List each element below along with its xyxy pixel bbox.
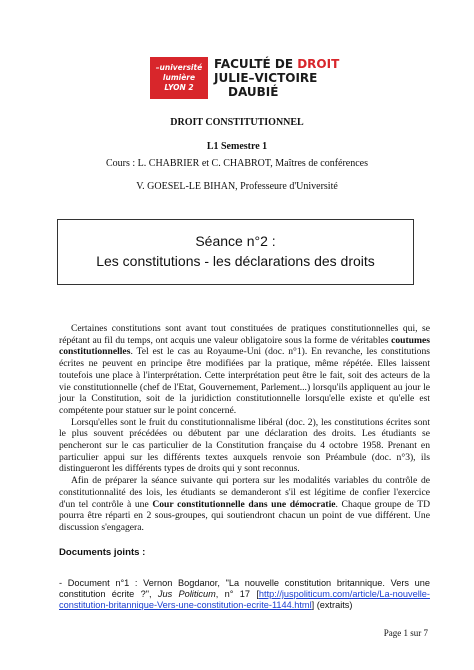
course-title: DROIT CONSTITUTIONNEL: [170, 117, 304, 128]
professor: V. GOESEL-LE BIHAN, Professeure d'Université: [136, 181, 338, 192]
paragraph-1: [59, 323, 430, 417]
documents-heading: Documents joints :: [59, 547, 146, 558]
seance-subject: Les constitutions - les déclarations des droits: [96, 253, 375, 269]
lecturers: Cours : L. CHABRIER et C. CHABROT, Maîtres de conférences: [106, 158, 368, 169]
seance-number: Séance n°2 :: [195, 233, 276, 249]
faculty-name-line1: FACULTÉ DE: [214, 57, 298, 71]
paragraph-text: Afin de préparer la séance suivante qui portera sur les modalités variables du contrôle de constitutionnalité des lois, les étudiants se demanderont s'il est légitime de confier l'exercice d'un tel contrôle à une: [59, 475, 430, 510]
badge-line: LYON 2: [164, 83, 194, 92]
faculty-name-line2: JULIE–VICTOIRE: [214, 71, 318, 85]
faculty-name-line3: DAUBIÉ: [228, 85, 279, 99]
document-item-1: [59, 578, 430, 611]
emphasis-cour: Cour constitutionnelle dans une démocratie: [152, 498, 336, 510]
paragraph-text: . Chaque groupe de TD pourra être réparti en 2 sous-groupes, qui soutiendront chacun un point de vue différent. Une discussion s'engagera.: [59, 498, 431, 533]
document-text: ] (extraits): [311, 600, 353, 610]
paragraph-2: Lorsqu'elles sont le fruit du constitutionnalisme libéral (doc. 2), les constitutions écrites sont le plus souvent précédées ou débutent par une déclaration des droits. Les étudiants se pencheront sur le cas particulier de la Constitution française du 4 octobre 1958. Prenant en particulier appui sur les différents textes auxquels renvoie son Préambule (doc. n°3), ils distingueront les différents types de droits qui y sont reconnus.: [59, 416, 430, 475]
introduction-text: [59, 323, 430, 534]
faculty-name-droit: DROIT: [297, 57, 340, 71]
faculty-name: [214, 57, 340, 99]
semester: L1 Semestre 1: [206, 141, 268, 152]
university-badge: [150, 57, 208, 99]
document-link[interactable]: http://juspoliticum.com/article/La-nouvelle-constitution-britannique-Vers-une-constitution-ecrite-1144.html: [59, 589, 430, 610]
paragraph-text: Certaines constitutions sont avant tout constituées de pratiques constitutionnelles qui, se répétant au fil du temps, ont acquis une valeur obligatoire sous la forme de véritables: [59, 323, 430, 346]
badge-line: –université: [155, 63, 203, 72]
paragraph-text: . Tel est le cas au Royaume-Uni (doc. n°1). En revanche, les constitutions écrites ne peuvent en principe être modifiées par la pratique, même répétée. Elles laissent toutefois une place à l'interprétation. Cette interprétation peut être le fait, soit des acteurs de la vie constitutionnelle (chef de l'Etat, Gouvernement, Parlement...) lorsqu'ils appliquent au jour le jour la Constitution, soit de la juridiction constitutionnelle lorsqu'elle existe et qu'elle est compétente pour statuer sur le point concerné.: [59, 346, 430, 416]
seance-title-box: [57, 219, 414, 285]
faculty-logo: [150, 57, 340, 99]
emphasis-coutumes: coutumes constitutionnelles: [59, 334, 430, 358]
document-text: - Document n°1 : Vernon Bogdanor, "La nouvelle constitution britannique. Vers une constitution écrite ?",: [59, 578, 430, 599]
badge-line: lumière: [162, 73, 196, 82]
paragraph-3: [59, 475, 430, 534]
page-number: Page 1 sur 7: [383, 628, 428, 638]
document-text: , n° 17 [: [215, 589, 259, 599]
journal-name: Jus Politicum: [157, 589, 216, 599]
